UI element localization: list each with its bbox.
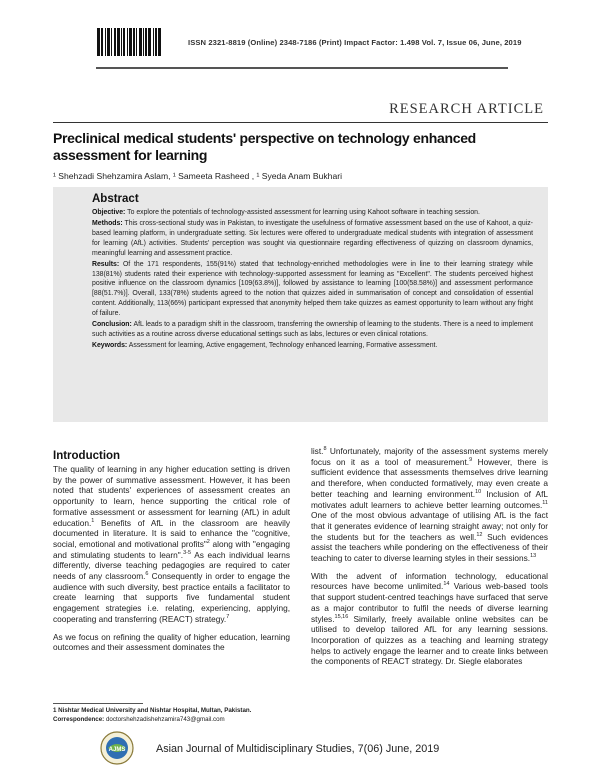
author-list: ¹ Shehzadi Shehzamira Aslam, ¹ Sameeta Rasheed , ¹ Syeda Anam Bukhari xyxy=(53,171,342,181)
svg-text:AJMS: AJMS xyxy=(108,747,126,753)
affiliation: 1 Nishtar Medical University and Nishtar Hospital, Multan, Pakistan. xyxy=(53,707,252,714)
keywords-text: Assessment for learning, Active engagement, Technology enhanced learning, Formative assessment. xyxy=(128,341,438,349)
abstract-methods xyxy=(92,219,533,258)
barcode xyxy=(97,28,177,56)
correspondence-email: doctorshehzadishehzamira743@gmail.com xyxy=(105,716,225,723)
left-column xyxy=(53,464,290,660)
abstract-body xyxy=(92,208,533,352)
abstract-conclusion xyxy=(92,320,533,340)
abstract-heading: Abstract xyxy=(92,193,139,205)
introduction-heading: Introduction xyxy=(53,450,121,462)
results-label: Results: xyxy=(92,260,120,268)
right-paragraph-1: list.$^8$ Unfortunately, majority of the assessment systems merely focus on it as a tool of measurement.$^9$ However, there is sufficient evidence that assessments themselves drive learning and therefore, when conducted formatively, may even create a better teaching and learning environment.$^{10}$ Inclusion of AfL motivates adult learners to achieve better learning outcomes.$^{11}$ One of the most obvious advantage of utilising AfL is the fact that it generates evidence of learning straight away; not only for the students but for the teachers as well.$^{12}$ Such evidences assist the teachers while pondering on the effectiveness of their teaching to cater to diverse learning styles in their sessions.$^{13}$ xyxy=(311,446,549,564)
footnote xyxy=(53,706,293,724)
paper-title: Preclinical medical students' perspective on technology enhanced assessment for learning xyxy=(53,130,476,163)
title-divider xyxy=(53,122,548,123)
footnote-divider xyxy=(53,703,143,704)
correspondence: Correspondence: doctorshehzadishehzamira743@gmail.com xyxy=(53,716,225,723)
right-column xyxy=(311,446,548,674)
abstract-objective xyxy=(92,208,533,218)
journal-issn-line: ISSN 2321-8819 (Online) 2348-7186 (Print) Impact Factor: 1.498 Vol. 7, Issue 06, June, 2019 xyxy=(188,38,522,47)
conclusion-text: AfL leads to a paradigm shift in the classroom, transferring the ownership of learning to the students. There is a need to implement such activities as a routine across diverse educational settings such as labs, lectures or even clinical rotations. xyxy=(92,320,533,338)
journal-logo-icon xyxy=(99,730,135,766)
intro-paragraph-1: The quality of learning in any higher education setting is driven by the power of summative assessment. However, it has been noted that students' experiences of assessment creates an opportunity to learn, hence supporting the critical role of formative assessment or assessment for learning (AfL) in adult education.$^1$ Benefits of AfL in the classroom are heavily documented in literature. It is said to enhance the "cognitive, social, emotional and motivational profits"$^2$ along with "engaging and stimulating students to learn".$^{3-5}$ As each individual learns differently, diverse teaching pedagogies are required to cater needs of any classroom.$^6$ Consequently in order to engage the audience with such diversity, best practice entails a facilitator to create learning that supports five fundamental student engagement strategies i.e. relating, experiencing, applying, cooperating and transferring (REACT) strategy.$^7$ xyxy=(53,464,290,624)
objective-label: Objective: xyxy=(92,209,126,216)
methods-text: This cross-sectional study was in Pakistan, to investigate the usefulness of formative assessment based on the use of Kahoot, a quiz-based learning platform, in undergraduate setting. Six lectures were offered to undergraduate medical students with integration of assessment for learning (AfL) activities. Students' perception was sought via questionnaire regarding effectiveness of quizzing on classroom dynamics, meaningful learning and assessment practice. xyxy=(92,220,533,257)
conclusion-label: Conclusion: xyxy=(92,320,132,328)
abstract-results xyxy=(92,260,533,319)
methods-label: Methods: xyxy=(92,220,123,228)
objective-text: To explore the potentials of technology-assisted assessment for learning using Kahoot software in teaching session. xyxy=(127,209,480,216)
journal-footer: Asian Journal of Multidisciplinary Studies, 7(06) June, 2019 xyxy=(156,743,440,755)
section-label: RESEARCH ARTICLE xyxy=(389,101,544,117)
abstract-keywords xyxy=(92,341,533,351)
keywords-label: Keywords: xyxy=(92,341,128,349)
header-divider xyxy=(96,67,508,69)
intro-paragraph-2: As we focus on refining the quality of higher education, learning outcomes and their assessment dominates the xyxy=(53,631,290,653)
results-text: Of the 171 respondents, 155(91%) stated that technology-enriched methodologies were in line to their learning strategy while 138(81%) students rated their experience with technology-supported assessment for learning as "Excellent". The students perceived highest positive influence on the classroom dynamics [109(63.8%)], followed by assistance to learning [100(58.58%)] and assessment performance [88(51.7%)]. Overall, 133(78%) students agreed to the notion that quizzes aided in summarisation of concept and consolidation of essential content. Additionally, 113(66%) participant expressed that anonymity helped them take quizzes as earnest opportunity to learn without any fright of failure. xyxy=(92,260,533,317)
right-paragraph-2: With the advent of information technology, educational resources have become unlimited.$^{14}$ Various web-based tools that support student-centred teachings have surfaced that serve as a major contributor to fulfil the needs of diverse learning styles.$^{15,16}$ Similarly, freely available online websites can be utilised to develop tailored AfL for any learning sessions. Incorporation of quizzes as a teaching and learning strategy helps to actively engage the learner and to create links between the components of REACT strategy. Dr. Siegle elaborates xyxy=(311,570,548,667)
